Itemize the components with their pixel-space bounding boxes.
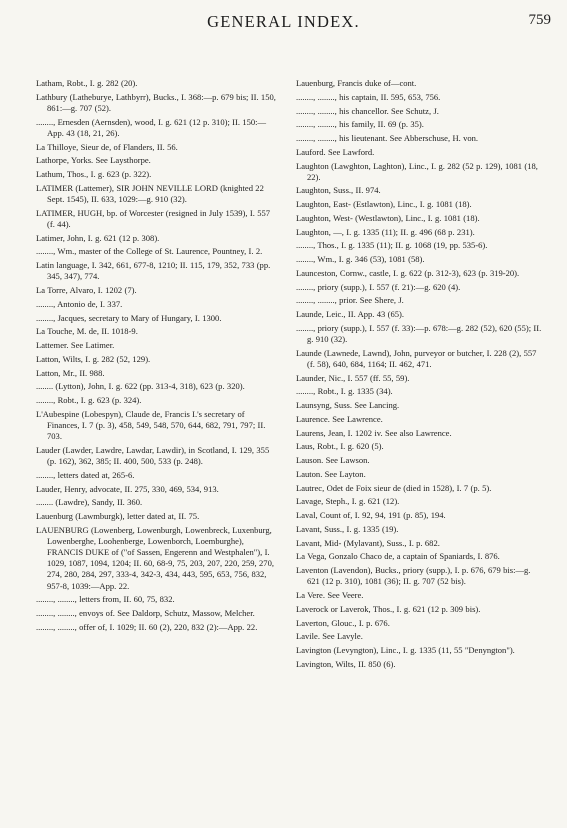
index-entry: ........, priory (supp.), I. 557 (f. 21):—g. 620 (4).	[296, 281, 461, 292]
index-entry: ........, Antonio de, I. 337.	[36, 298, 123, 309]
index-entry: Lauson. See Lawson.	[296, 455, 370, 466]
index-entry: ........, ........, envoys of. See Daldorp, Schutz, Massow, Melcher.	[36, 608, 255, 619]
index-entry: Laughton (Lawghton, Laghton), Linc., I. g. 282 (52 p. 129), 1081 (18, 22).	[296, 160, 538, 182]
index-entry: Lauenburg (Lawmburgk), letter dated at, II. 75.	[36, 511, 200, 521]
index-entry: ........, letters dated at, 265-6.	[36, 469, 135, 480]
index-entry: ........ (Lawdre), Sandy, II. 360.	[36, 497, 143, 508]
index-entry: Lautrec, Odet de Foix sieur de (died in 1528), I. 7 (p. 5).	[296, 482, 492, 493]
index-entry: Lauder, Henry, advocate, II. 275, 330, 469, 534, 913.	[36, 483, 219, 494]
index-entry: ........, ........, offer of, I. 1029; II. 60 (2), 220, 832 (2):—App. 22.	[36, 621, 258, 632]
index-entry: Latimer, John, I. g. 621 (12 p. 308).	[36, 232, 160, 243]
index-entry: ........, ........, his family, II. 69 (p. 35).	[296, 119, 424, 130]
index-entry: ........ (Lytton), John, I. g. 622 (pp. 313-4, 318), 623 (p. 320).	[36, 381, 245, 392]
index-entry: Lauton. See Layton.	[296, 468, 366, 479]
index-entry: ........, Wm., I. g. 346 (53), 1081 (58).	[296, 254, 425, 265]
index-entry: Launde (Lawnede, Lawnd), John, purveyor or butcher, I. 228 (2), 557 (f. 58), 640, 684, 1164; II. 462, 471.	[296, 347, 537, 369]
index-entry: Laval, Count of, I. 92, 94, 191 (p. 85), 194.	[296, 510, 446, 521]
index-column-right	[296, 78, 542, 673]
index-entry: Lathorpe, Yorks. See Laysthorpe.	[36, 155, 151, 166]
index-entry: Laverock or Laverok, Thos., I. g. 621 (12 p. 309 bis).	[296, 603, 481, 614]
index-entry: Laughton, East- (Estlawton), Linc., I. g. 1081 (18).	[296, 199, 472, 210]
page-header	[0, 12, 567, 42]
index-entry: Lavant, Suss., I. g. 1335 (19).	[296, 523, 399, 534]
index-column-left	[36, 78, 278, 636]
index-entry: Latham, Robt., I. g. 282 (20).	[36, 78, 138, 88]
index-entry: Lavile. See Lavyle.	[296, 631, 363, 642]
index-entry: Laverton, Glouc., I. p. 676.	[296, 617, 390, 628]
index-entry: La Touche, M. de, II. 1018-9.	[36, 326, 138, 337]
index-entry: Lavington (Levyngton), Linc., I. g. 1335 (11, 55 "Denyngton").	[296, 645, 515, 656]
index-entry: Latton, Wilts, I. g. 282 (52, 129).	[36, 353, 151, 364]
index-entry: Lauenburg, Francis duke of—cont.	[296, 78, 417, 88]
index-entry: Launder, Nic., I. 557 (ff. 55, 59).	[296, 372, 410, 383]
index-entry: Lavage, Steph., I. g. 621 (12).	[296, 496, 400, 507]
index-entry: Lavington, Wilts, II. 850 (6).	[296, 658, 396, 669]
index-entry: Launsyng, Suss. See Lancing.	[296, 400, 400, 411]
index-entry: ........, ........, letters from, II. 60, 75, 832.	[36, 594, 175, 605]
index-entry: ........, priory (supp.), I. 557 (f. 33):—p. 678:—g. 282 (52), 620 (55); II. g. 910 (32).	[296, 322, 542, 345]
index-entry: Lauder (Lawder, Lawdre, Lawdar, Lawdir), in Scotland, I. 129, 355 (p. 162), 362, 385; II. 400, 500, 533 (p. 248).	[36, 444, 270, 466]
page-number: 759	[528, 12, 551, 28]
index-entry: Lattemer. See Latimer.	[36, 340, 115, 351]
index-entry: ........, Robt., I. g. 623 (p. 324).	[36, 395, 142, 406]
index-entry: LAUENBURG (Lowenberg, Lowenburgh, Lowenbreck, Luxenburg, Lowenberghe, Loohenberge, Lowenborch, Loemburghe), FRANCIS DUKE of ("of Sassen, Engerenn and Westphalen"), I. 1029, 1087, 1094, 1204; II. 60, 68-9, 75, 203, 207, 220, 259, 270, 274, 280, 284, 297, 333-4, 342-3, 434, 443, 595, 653, 756, 832, 957-8, 1039:—App. 22.	[36, 524, 274, 591]
index-entry: Lathum, Thos., I. g. 623 (p. 322).	[36, 169, 152, 180]
index-entry: L'Aubespine (Lobespyn), Claude de, Francis I.'s secretary of Finances, I. 7 (p. 3), 458, 549, 548, 570, 644, 682, 791, 797; II. 703.	[36, 408, 266, 442]
index-entry: Launceston, Cornw., castle, I. g. 622 (p. 312-3), 623 (p. 319-20).	[296, 267, 520, 278]
index-entry: Lauford. See Lawford.	[296, 146, 375, 157]
index-entry: Laus, Robt., I. g. 620 (5).	[296, 441, 384, 452]
index-entry: Laughton, Suss., II. 974.	[296, 185, 381, 196]
index-entry: Latin language, I. 342, 661, 677-8, 1210; II. 115, 179, 352, 733 (pp. 345, 347), 774.	[36, 260, 271, 282]
index-entry: Laurens, Jean, I. 1202 iv. See also Lawrence.	[296, 427, 452, 438]
index-entry: Latton, Mr., II. 988.	[36, 367, 105, 378]
index-entry: ........, Jacques, secretary to Mary of Hungary, I. 1300.	[36, 312, 222, 323]
index-entry: LATIMER, HUGH, bp. of Worcester (resigned in July 1539), I. 557 (f. 44).	[36, 207, 271, 229]
index-entry: ........, ........, his chancellor. See Schutz, J.	[296, 105, 439, 116]
index-entry: ........, ........, prior. See Shere, J.	[296, 295, 404, 306]
index-entry: Laughton, —, I. g. 1335 (11); II. g. 496 (68 p. 231).	[296, 226, 475, 237]
index-entry: La Vere. See Veere.	[296, 590, 364, 601]
index-entry: ........, ........, his captain, II. 595, 653, 756.	[296, 91, 441, 102]
index-entry: La Torre, Alvaro, I. 1202 (7).	[36, 285, 137, 296]
index-entry: ........, Robt., I. g. 1335 (34).	[296, 386, 393, 397]
index-entry: Laurence. See Lawrence.	[296, 413, 383, 424]
index-entry: La Thilloye, Sieur de, of Flanders, II. 56.	[36, 141, 178, 152]
index-entry: ........, Wm., master of the College of St. Laurence, Pountney, I. 2.	[36, 246, 263, 257]
index-entry: ........, ........, his lieutenant. See Abberschuse, H. von.	[296, 133, 479, 143]
index-entry: Lathbury (Latheburye, Lathbyrr), Bucks., I. 368:—p. 679 bis; II. 150, 861:—g. 707 (52).	[36, 91, 276, 113]
index-entry: ........, Thos., I. g. 1335 (11); II. g. 1068 (19, pp. 535-6).	[296, 240, 488, 251]
index-entry: Laventon (Lavendon), Bucks., priory (supp.), I. p. 676, 679 bis:—g. 621 (12 p. 310), 1081 (36); II. g. 707 (52 bis).	[296, 565, 531, 587]
index-entry: Laughton, West- (Westlawton), Linc., I. g. 1081 (18).	[296, 212, 480, 223]
index-entry: LATIMER (Lattemer), SIR JOHN NEVILLE LORD (knighted 22 Sept. 1545), II. 633, 1029:—g. 910 (32).	[36, 182, 264, 204]
index-entry: La Vega, Gonzalo Chaco de, a captain of Spaniards, I. 876.	[296, 551, 500, 562]
index-entry: ........, Ernesden (Aernsden), wood, I. g. 621 (12 p. 310); II. 150:—App. 43 (18, 21, 26).	[36, 116, 267, 138]
page-title: GENERAL INDEX.	[207, 12, 360, 31]
index-entry: Lavant, Mid- (Mylavant), Suss., I. p. 682.	[296, 537, 440, 548]
index-entry: Launde, Leic., II. App. 43 (65).	[296, 309, 405, 320]
